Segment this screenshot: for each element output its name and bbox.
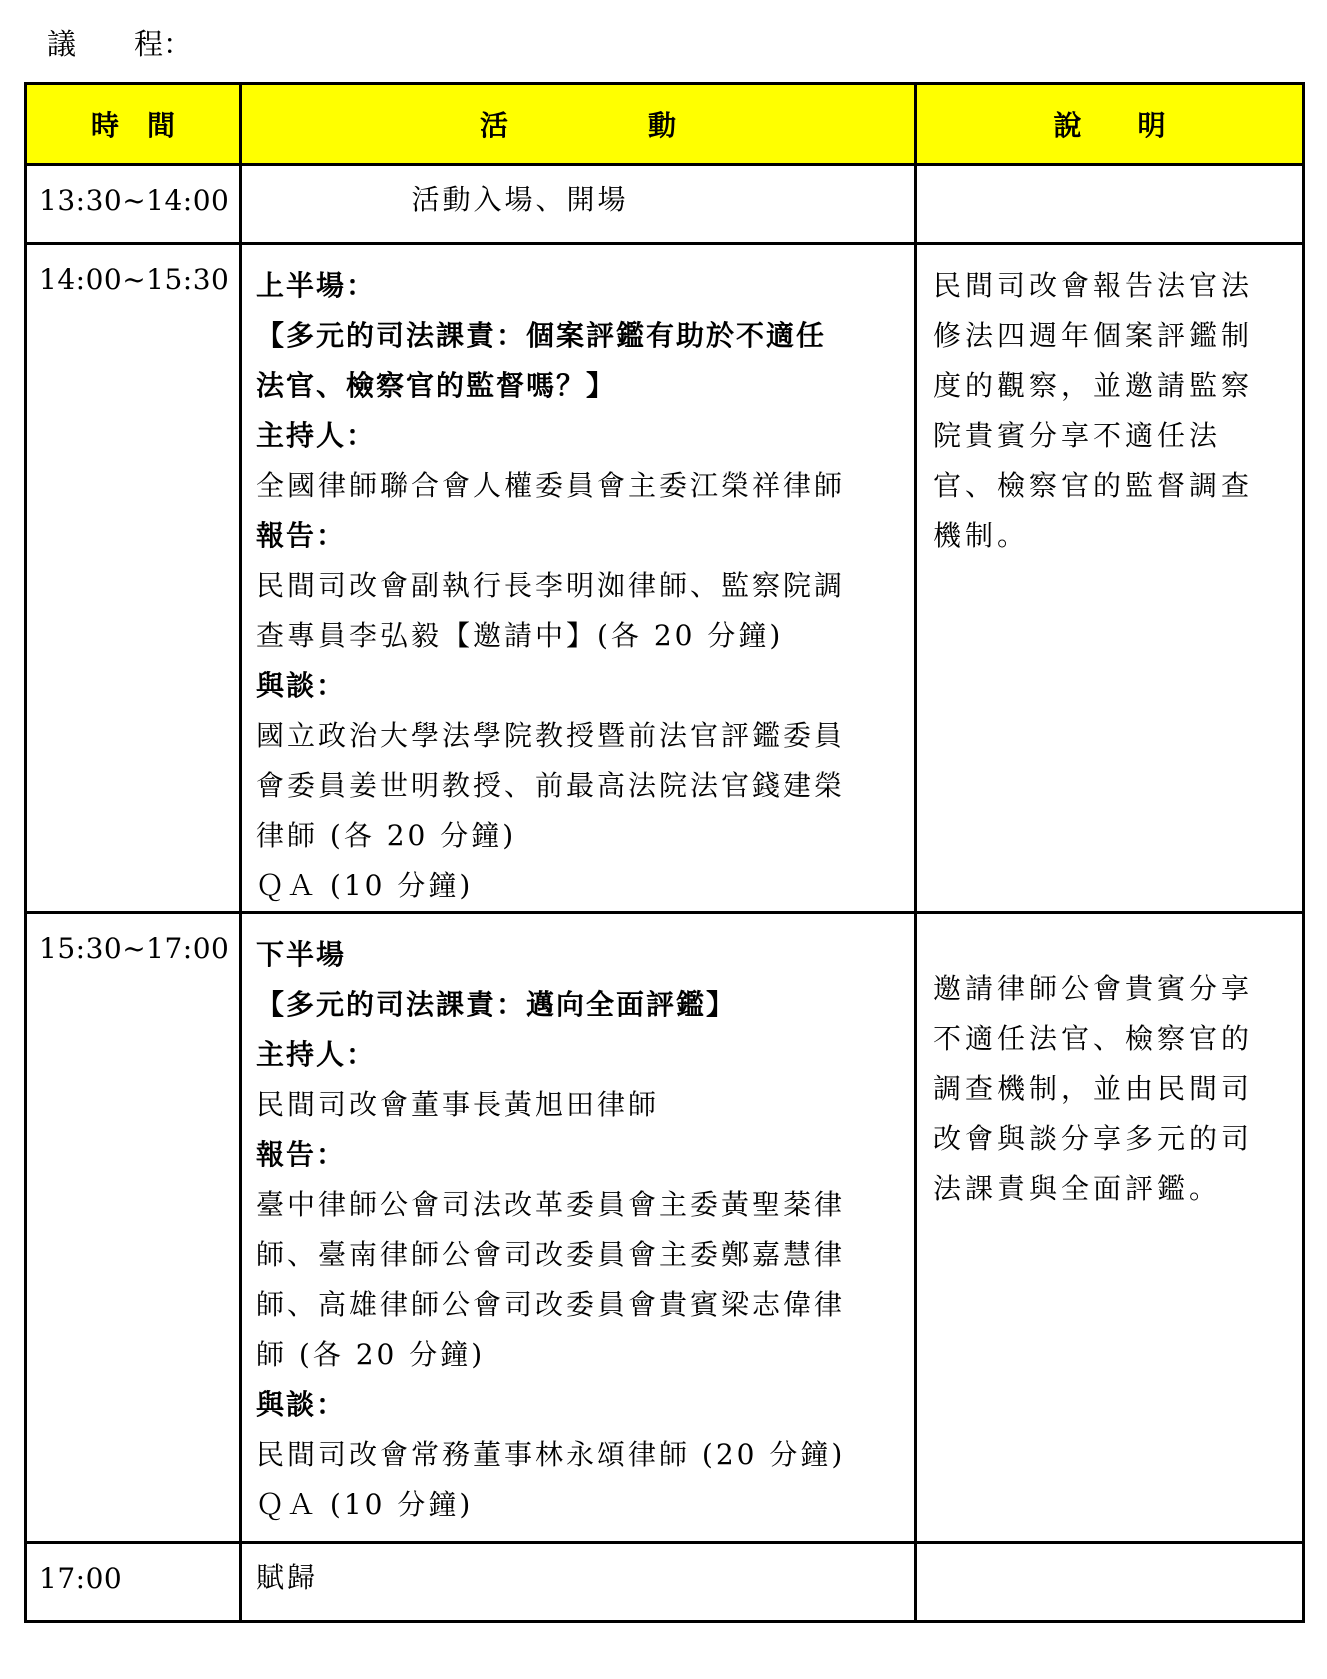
time-cell: 14:00~15:30 xyxy=(26,244,241,913)
discussion-label: 與談： xyxy=(256,1388,347,1421)
activity-cell xyxy=(241,165,916,244)
activity-line: 活動入場、開場 xyxy=(411,183,629,216)
description-line: 不適任法官、檢察官的 xyxy=(933,1022,1254,1055)
table-row xyxy=(26,913,1304,1543)
qa-text: ＱＡ (10 分鐘) xyxy=(256,1488,474,1521)
header-description: 說 明 xyxy=(916,84,1304,165)
description-cell xyxy=(916,165,1304,244)
description-line: 機制。 xyxy=(933,519,1030,552)
discussion-text: 國立政治大學法學院教授暨前法官評鑑委員 xyxy=(256,719,846,752)
report-text: 民間司改會副執行長李明洳律師、監察院調 xyxy=(256,569,846,602)
session-topic: 法官、檢察官的監督嗎？】 xyxy=(256,369,617,402)
report-text: 師 (各 20 分鐘) xyxy=(256,1338,486,1371)
description-line: 民間司改會報告法官法 xyxy=(933,269,1254,302)
session-title: 上半場： xyxy=(256,269,377,302)
table-row xyxy=(26,244,1304,913)
time-cell: 13:30~14:00 xyxy=(26,165,241,244)
description-line: 改會與談分享多元的司 xyxy=(933,1122,1254,1155)
description-line: 官、檢察官的監督調查 xyxy=(933,469,1254,502)
session-topic: 【多元的司法課責：邁向全面評鑑】 xyxy=(256,988,737,1021)
description-line: 法課責與全面評鑑。 xyxy=(933,1172,1222,1205)
report-label: 報告： xyxy=(256,519,347,552)
header-time: 時 間 xyxy=(26,84,241,165)
discussion-text: 會委員姜世明教授、前最高法院法官錢建榮 xyxy=(256,769,846,802)
report-text: 師、臺南律師公會司改委員會主委鄭嘉慧律 xyxy=(256,1238,846,1271)
table-row xyxy=(26,165,1304,244)
description-line: 邀請律師公會貴賓分享 xyxy=(933,972,1254,1005)
report-text: 查專員李弘毅【邀請中】(各 20 分鐘) xyxy=(256,619,784,652)
description-cell xyxy=(916,244,1304,913)
moderator-text: 全國律師聯合會人權委員會主委江榮祥律師 xyxy=(256,469,846,502)
report-text: 臺中律師公會司法改革委員會主委黃聖棻律 xyxy=(256,1188,846,1221)
activity-cell xyxy=(241,913,916,1543)
activity-line: 賦歸 xyxy=(256,1561,319,1594)
description-line: 度的觀察，並邀請監察 xyxy=(933,369,1254,402)
moderator-label: 主持人： xyxy=(256,419,377,452)
time-cell: 17:00 xyxy=(26,1543,241,1622)
header-row xyxy=(26,84,1304,165)
discussion-label: 與談： xyxy=(256,669,347,702)
moderator-label: 主持人： xyxy=(256,1038,377,1071)
activity-cell xyxy=(241,1543,916,1622)
moderator-text: 民間司改會董事長黃旭田律師 xyxy=(256,1088,660,1121)
table-row xyxy=(26,1543,1304,1622)
agenda-table xyxy=(24,82,1305,1623)
discussion-text: 律師 (各 20 分鐘) xyxy=(256,819,517,852)
time-cell: 15:30~17:00 xyxy=(26,913,241,1543)
description-line: 修法四週年個案評鑑制 xyxy=(933,319,1254,352)
description-line: 調查機制，並由民間司 xyxy=(933,1072,1254,1105)
description-line: 院貴賓分享不適任法 xyxy=(933,419,1222,452)
description-cell xyxy=(916,1543,1304,1622)
description-cell xyxy=(916,913,1304,1543)
qa-text: ＱＡ (10 分鐘) xyxy=(256,869,474,902)
activity-cell xyxy=(241,244,916,913)
session-title: 下半場 xyxy=(256,938,347,971)
report-text: 師、高雄律師公會司改委員會貴賓梁志偉律 xyxy=(256,1288,846,1321)
header-activity: 活 動 xyxy=(241,84,916,165)
page-title: 議 程： xyxy=(47,27,193,61)
session-topic: 【多元的司法課責：個案評鑑有助於不適任 xyxy=(256,319,827,352)
report-label: 報告： xyxy=(256,1138,347,1171)
discussion-text: 民間司改會常務董事林永頌律師 (20 分鐘) xyxy=(256,1438,846,1471)
